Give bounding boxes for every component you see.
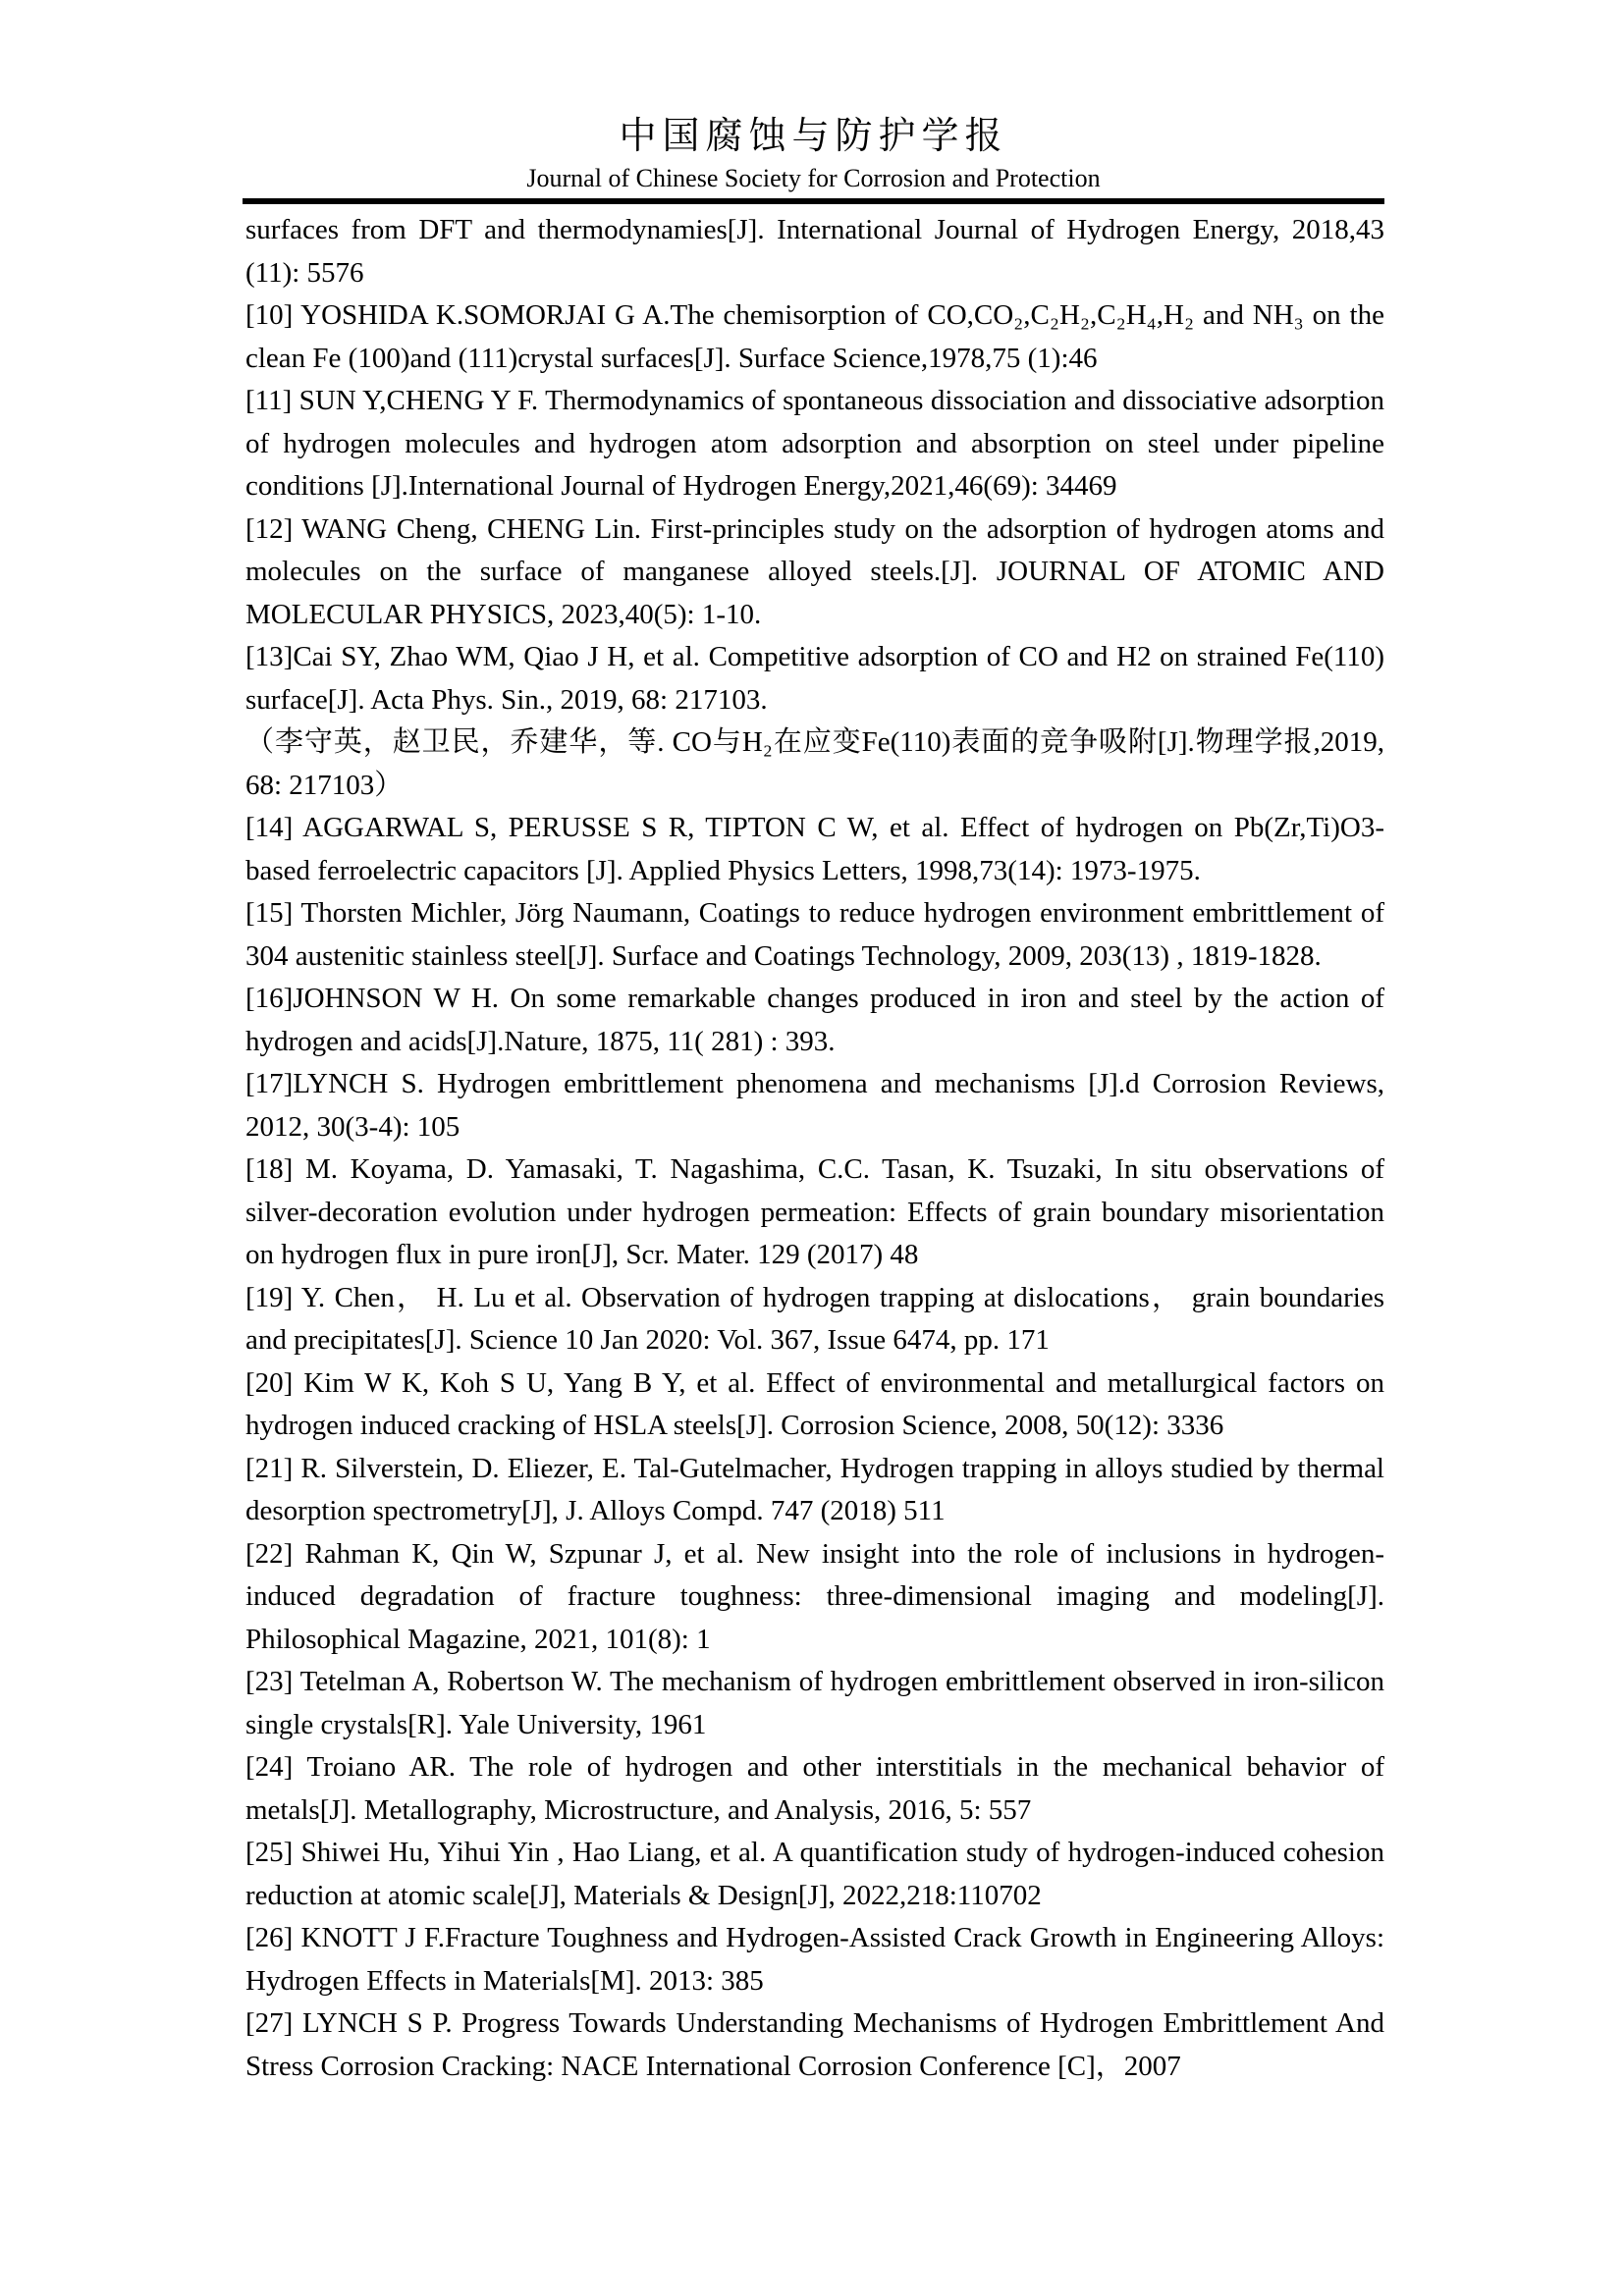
- reference-item-27: [27] LYNCH S P. Progress Towards Understanding Mechanisms of Hydrogen Embrittlement And Stress Corrosion Cracking: NACE International Corrosion Conference [C]，2007: [245, 2007, 1384, 2082]
- references-section: [245, 209, 1384, 2088]
- reference-item-19: [19] Y. Chen， H. Lu et al. Observation of hydrogen trapping at dislocations， grain boundaries and precipitates[J]. Science 10 Jan 2020: Vol. 367, Issue 6474, pp. 171: [245, 1281, 1384, 1356]
- reference-item-15: [15] Thorsten Michler, Jörg Naumann, Coatings to reduce hydrogen environment embrittlement of 304 austenitic stainless steel[J]. Surface and Coatings Technology, 2009, 203(13) , 1819-1828.: [245, 897, 1384, 972]
- reference-item-23: [23] Tetelman A, Robertson W. The mechanism of hydrogen embrittlement observed in iron-silicon single crystals[R]. Yale University, 1961: [245, 1666, 1384, 1740]
- reference-item-13: [13]Cai SY, Zhao WM, Qiao J H, et al. Competitive adsorption of CO and H2 on strained Fe(110) surface[J]. Acta Phys. Sin., 2019, 68: 217103.: [245, 641, 1384, 716]
- reference-item-18: [18] M. Koyama, D. Yamasaki, T. Nagashima, C.C. Tasan, K. Tsuzaki, In situ observations of silver-decoration evolution under hydrogen permeation: Effects of grain boundary misorientation on hydrogen flux in pure iron[J], Scr. Mater. 129 (2017) 48: [245, 1153, 1384, 1270]
- journal-title-chinese: 中国腐蚀与防护学报: [619, 116, 1008, 157]
- reference-item-13-chinese: （李守英，赵卫民，乔建华，等. CO与H₂在应变Fe(110)表面的竞争吸附[J].物理学报,2019, 68: 217103）: [245, 726, 1384, 801]
- reference-item-22: [22] Rahman K, Qin W, Szpunar J, et al. New insight into the role of inclusions in hydrogen-induced degradation of fracture toughness: three-dimensional imaging and modeling[J]. Philosophical Magazine, 2021, 101(8): 1: [245, 1537, 1384, 1655]
- header-rule-divider: [243, 198, 1384, 204]
- reference-item-20: [20] Kim W K, Koh S U, Yang B Y, et al. Effect of environmental and metallurgical factors on hydrogen induced cracking of HSLA steels[J]. Corrosion Science, 2008, 50(12): 3336: [245, 1366, 1384, 1441]
- reference-item-continuation: surfaces from DFT and thermodynamies[J]. International Journal of Hydrogen Energy, 2018,43 (11): 5576: [245, 214, 1384, 289]
- reference-item-24: [24] Troiano AR. The role of hydrogen and other interstitials in the mechanical behavior of metals[J]. Metallography, Microstructure, and Analysis, 2016, 5: 557: [245, 1751, 1384, 1826]
- reference-item-16: [16]JOHNSON W H. On some remarkable changes produced in iron and steel by the action of hydrogen and acids[J].Nature, 1875, 11( 281) : 393.: [245, 983, 1384, 1057]
- reference-item-11: [11] SUN Y,CHENG Y F. Thermodynamics of spontaneous dissociation and dissociative adsorption of hydrogen molecules and hydrogen atom adsorption and absorption on steel under pipeline conditions [J].International Journal of Hydrogen Energy,2021,46(69): 34469: [245, 385, 1384, 502]
- reference-item-25: [25] Shiwei Hu, Yihui Yin , Hao Liang, et al. A quantification study of hydrogen-induced cohesion reduction at atomic scale[J], Materials & Design[J], 2022,218:110702: [245, 1837, 1384, 1911]
- reference-item-12: [12] WANG Cheng, CHENG Lin. First-principles study on the adsorption of hydrogen atoms and molecules on the surface of manganese alloyed steels.[J]. JOURNAL OF ATOMIC AND MOLECULAR PHYSICS, 2023,40(5): 1-10.: [245, 512, 1384, 630]
- reference-item-26: [26] KNOTT J F.Fracture Toughness and Hydrogen-Assisted Crack Growth in Engineering Alloys: Hydrogen Effects in Materials[M]. 2013: 385: [245, 1922, 1384, 1997]
- reference-item-17: [17]LYNCH S. Hydrogen embrittlement phenomena and mechanisms [J].d Corrosion Reviews, 2012, 30(3-4): 105: [245, 1068, 1384, 1143]
- reference-item-21: [21] R. Silverstein, D. Eliezer, E. Tal-Gutelmacher, Hydrogen trapping in alloys studied by thermal desorption spectrometry[J], J. Alloys Compd. 747 (2018) 511: [245, 1452, 1384, 1526]
- reference-item-10: [10] YOSHIDA K.SOMORJAI G A.The chemisorption of CO,CO₂,C₂H₂,C₂H₄,H₂ and NH₃ on the clean Fe (100)and (111)crystal surfaces[J]. Surface Science,1978,75 (1):46: [245, 299, 1384, 374]
- reference-item-14: [14] AGGARWAL S, PERUSSE S R, TIPTON C W, et al. Effect of hydrogen on Pb(Zr,Ti)O3-based ferroelectric capacitors [J]. Applied Physics Letters, 1998,73(14): 1973-1975.: [245, 812, 1384, 886]
- journal-title-english: Journal of Chinese Society for Corrosion and Protection: [526, 164, 1101, 192]
